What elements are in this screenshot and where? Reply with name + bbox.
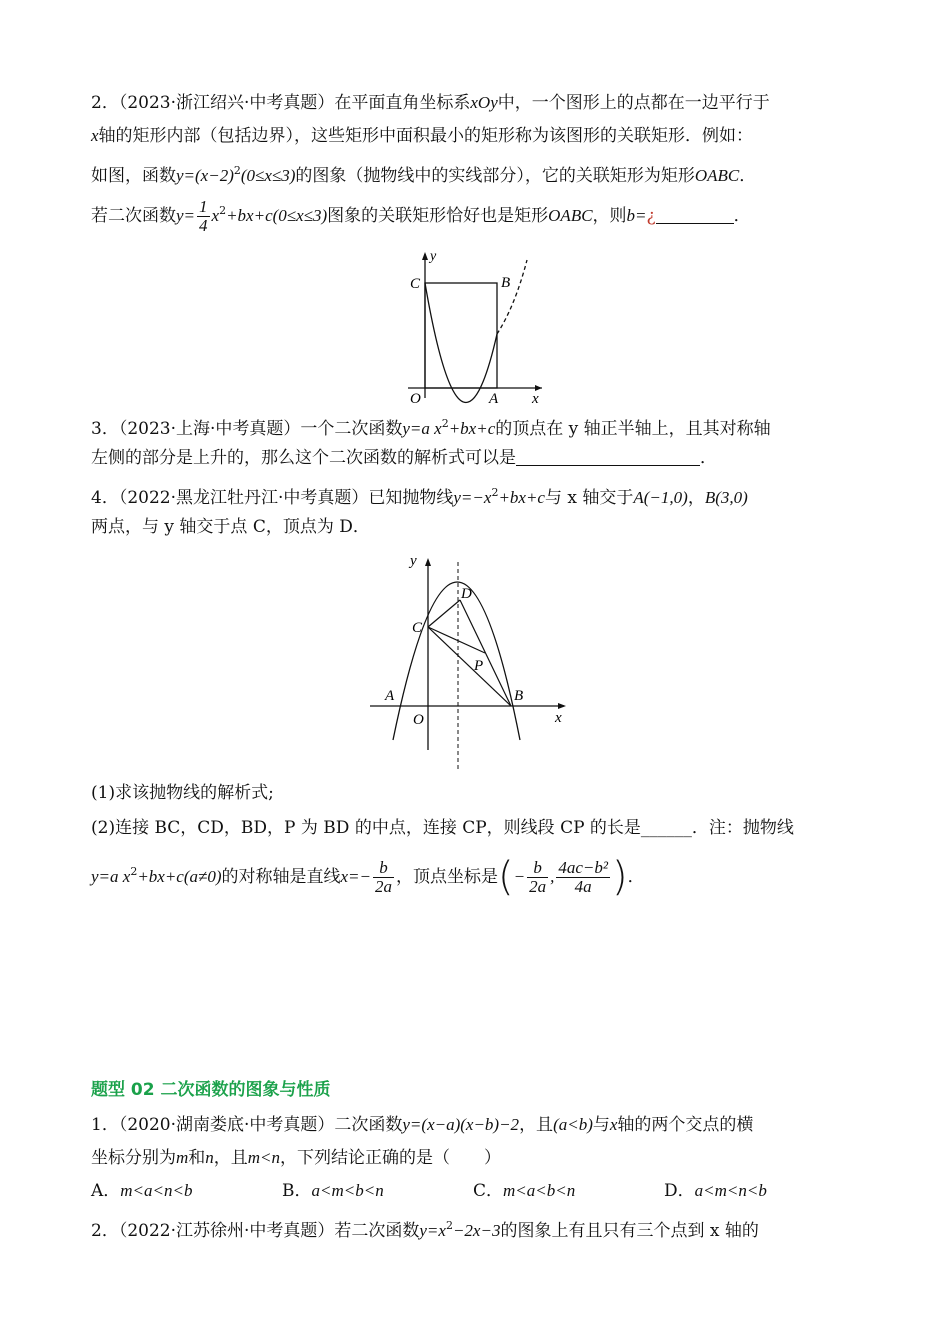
label-O: O bbox=[410, 391, 421, 406]
segment-BC bbox=[428, 627, 511, 706]
answer-blank[interactable] bbox=[516, 447, 700, 466]
section-title: 题型 02 二次函数的图象与性质 bbox=[91, 1080, 331, 1100]
option-c[interactable]: C．m<a<b<n bbox=[473, 1181, 576, 1201]
option-a[interactable]: A．m<a<n<b bbox=[91, 1181, 193, 1201]
label-B: B bbox=[514, 688, 524, 704]
segment-BD bbox=[460, 600, 511, 706]
y-axis-arrow bbox=[422, 252, 428, 260]
fraction-one-quarter: $\frac{1}{4}$ bbox=[199, 197, 208, 235]
q3-line1: 3．（2023·上海·中考真题）一个二次函数y=a $x^2+bx+c$的顶点在 y 轴正半轴上，且其对称轴 bbox=[91, 417, 771, 439]
option-d[interactable]: D．a<m<n<b bbox=[664, 1181, 767, 1201]
q4-line2: 两点，与 y 轴交于点 C，顶点为 D． bbox=[91, 517, 370, 537]
option-b[interactable]: B．a<m<b<n bbox=[282, 1181, 384, 1201]
label-P: P bbox=[474, 658, 484, 674]
label-x: x bbox=[532, 391, 539, 406]
fraction-vertex-y: $\frac{\text{4ac−b²}}{4a}$ bbox=[558, 858, 608, 896]
q2-line3: 如图，函数$y=(x-2)^2(0\le x\le 3)$的图象（抛物线中的实线部分），它的关联矩形为矩形OABC． bbox=[91, 164, 757, 186]
parabola-solid bbox=[425, 283, 497, 403]
q3-line2: 左侧的部分是上升的，那么这个二次函数的解析式可以是 ． bbox=[91, 448, 717, 468]
figure-parabola-triangle bbox=[368, 550, 578, 775]
label-A: A bbox=[385, 688, 395, 704]
segment-CP bbox=[428, 627, 485, 653]
fraction-vertex-x: $\frac{b}{2a}$ bbox=[529, 858, 547, 896]
q2-line1: 2．（2023·浙江绍兴·中考真题）在平面直角坐标系xOy中，一个图形上的点都在一边平行于 bbox=[91, 93, 770, 113]
q4-note: y=a $x^2+bx+c(a\ne 0)$的对称轴是直线x=− $\frac{b}{2a}$ ，顶点坐标是(− $\frac{b}{2a}$ , $\frac{\text{4ac−b²}}{4a}$ )． bbox=[91, 854, 645, 900]
answer-blank[interactable] bbox=[656, 205, 734, 224]
s2-q1-line2: 坐标分别为m和n，且m<n，下列结论正确的是（ ） bbox=[91, 1148, 502, 1168]
q2-line4: 若二次函数y= $\frac{1}{4}$ $x^2+bx+c(0\le x\le 3)$图象的关联矩形恰好也是矩形OABC，则b=¿ ． bbox=[91, 197, 751, 235]
q4-part2: (2)连接 BC，CD，BD，P 为 BD 的中点，连接 CP，则线段 CP 的长是______．注：抛物线 bbox=[91, 818, 794, 838]
figure-rectangle-parabola bbox=[390, 246, 550, 406]
q4-line1: 4．（2022·黑龙江牡丹江·中考真题）已知抛物线$y=-x^2+bx+c$与 x 轴交于A(−1,0)，B(3,0) bbox=[91, 486, 748, 508]
s2-q1-options bbox=[91, 1179, 855, 1203]
q4-part1: (1)求该抛物线的解析式; bbox=[91, 783, 274, 803]
s2-q1-line1: 1．（2020·湖南娄底·中考真题）二次函数y=(x−a)(x−b)−2，且(a<b)与x轴的两个交点的横 bbox=[91, 1115, 754, 1135]
label-B: B bbox=[501, 275, 511, 291]
fraction-b-over-2a: $\frac{b}{2a}$ bbox=[375, 858, 393, 896]
x-axis-arrow bbox=[558, 703, 566, 709]
s2-q2-line1: 2．（2022·江苏徐州·中考真题）若二次函数$y=x^2-2x-3$的图象上有且只有三个点到 x 轴的 bbox=[91, 1219, 759, 1241]
label-C: C bbox=[412, 620, 423, 636]
label-x: x bbox=[555, 710, 562, 726]
y-axis-arrow bbox=[425, 558, 431, 566]
label-C: C bbox=[410, 276, 421, 292]
label-y: y bbox=[430, 249, 437, 264]
q2-line2: x轴的矩形内部（包括边界），这些矩形中面积最小的矩形称为该图形的关联矩形．例如： bbox=[91, 126, 754, 146]
label-A: A bbox=[489, 391, 499, 406]
label-y: y bbox=[410, 553, 417, 569]
label-D: D bbox=[461, 586, 472, 602]
label-O: O bbox=[413, 712, 424, 728]
parabola-dashed bbox=[497, 260, 527, 334]
